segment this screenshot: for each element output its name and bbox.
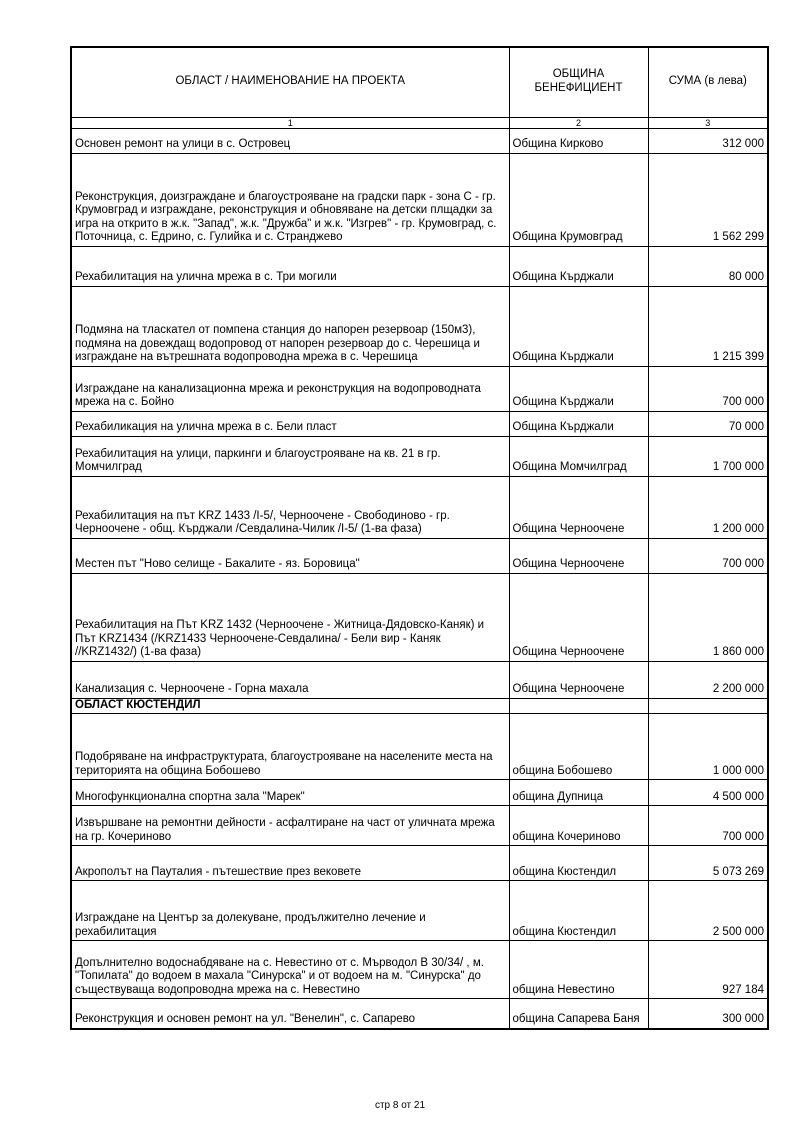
table-row (71, 846, 768, 881)
project-cell: Рехабиликация на улична мрежа в с. Бели пласт (71, 411, 509, 436)
project-cell: Реконструкция и основен ремонт на ул. "Венелин", с. Сапарево (71, 999, 509, 1029)
project-cell: Акрополът на Пауталия - пътешествие през вековете (71, 846, 509, 881)
page-footer: стр 8 от 21 (374, 1100, 426, 1111)
column-number-row (71, 117, 768, 128)
amount-cell: 312 000 (648, 128, 768, 153)
municipality-cell: Община Кърджали (509, 246, 648, 286)
project-cell: Допълнително водоснабдяване на с. Невестино от с. Мърводол В 30/34/ , м. "Топилата" до водоем в махала "Синурска" и от водоем на м. "Синурска" до съществуваща водопроводна мрежа на с. Невестино (71, 941, 509, 999)
municipality-cell: община Бобошево (509, 714, 648, 780)
municipality-cell: Община Кърджали (509, 366, 648, 411)
amount-cell: 700 000 (648, 366, 768, 411)
project-cell: Извършване на ремонтни дейности - асфалтиране на част от уличната мрежа на гр. Кочериново (71, 806, 509, 846)
table-row (71, 806, 768, 846)
column-number: 2 (509, 117, 648, 128)
projects-table (70, 46, 769, 1030)
project-cell: Подмяна на тласкател от помпена станция до напорен резервоар (150м3), подмяна на довеждащ водопровод от напорен резервоар до с. Черешица и изграждане на вътрешната водопроводна мрежа в с. Черешица (71, 286, 509, 366)
project-cell: Рехабилитация на улици, паркинги и благоустрояване на кв. 21 в гр. Момчилград (71, 436, 509, 476)
municipality-cell: Община Кърджали (509, 411, 648, 436)
table-row (71, 780, 768, 806)
municipality-cell: Община Черноочене (509, 476, 648, 538)
header-amount: СУМА (в лева) (648, 47, 768, 117)
project-cell: Рехабилитация на път KRZ 1433 /I-5/, Черноочене - Свободиново - гр. Черноочене - общ. Кърджали /Севдалина-Чилик /I-5/ (1-ва фаза) (71, 476, 509, 538)
amount-cell: 300 000 (648, 999, 768, 1029)
project-cell: Подобряване на инфраструктурата, благоустрояване на населените места на територията на община Бобошево (71, 714, 509, 780)
amount-cell: 2 200 000 (648, 661, 768, 698)
amount-cell: 1 860 000 (648, 573, 768, 661)
section-row (71, 698, 768, 714)
project-cell: Изграждане на канализационна мрежа и реконструкция на водопроводната мрежа на с. Бойно (71, 366, 509, 411)
amount-cell: 80 000 (648, 246, 768, 286)
amount-cell: 1 000 000 (648, 714, 768, 780)
municipality-cell: Община Кирково (509, 128, 648, 153)
project-cell: Основен ремонт на улици в с. Островец (71, 128, 509, 153)
amount-cell: 1 215 399 (648, 286, 768, 366)
table-row (71, 573, 768, 661)
project-cell: Многофункционална спортна зала "Марек" (71, 780, 509, 806)
project-cell: ОБЛАСТ КЮСТЕНДИЛ (71, 698, 509, 714)
table-row (71, 661, 768, 698)
municipality-cell: община Кюстендил (509, 846, 648, 881)
table-row (71, 881, 768, 941)
header-project: ОБЛАСТ / НАИМЕНОВАНИЕ НА ПРОЕКТА (71, 47, 509, 117)
municipality-cell: Община Крумовград (509, 153, 648, 246)
municipality-cell: община Кочериново (509, 806, 648, 846)
table-row (71, 941, 768, 999)
municipality-cell: община Невестино (509, 941, 648, 999)
project-cell: Рехабилитация на Път KRZ 1432 (Черноочене - Житница-Дядовско-Каняк) и Път KRZ1434 (/KRZ1433 Черноочене-Севдалина/ - Бели вир - Каняк //KRZ1432/) (1-ва фаза) (71, 573, 509, 661)
table-row (71, 246, 768, 286)
column-number: 1 (71, 117, 509, 128)
municipality-cell: Община Кърджали (509, 286, 648, 366)
column-number: 3 (648, 117, 768, 128)
municipality-cell: Община Черноочене (509, 538, 648, 573)
amount-cell: 700 000 (648, 806, 768, 846)
table-row (71, 538, 768, 573)
amount-cell: 1 562 299 (648, 153, 768, 246)
amount-cell: 70 000 (648, 411, 768, 436)
municipality-cell: Община Черноочене (509, 573, 648, 661)
table-header-row (71, 47, 768, 117)
municipality-cell: община Сапарева Баня (509, 999, 648, 1029)
amount-cell: 1 700 000 (648, 436, 768, 476)
project-cell: Изграждане на Център за долекуване, продължително лечение и рехабилитация (71, 881, 509, 941)
table-row (71, 714, 768, 780)
municipality-cell: Община Момчилград (509, 436, 648, 476)
amount-cell: 700 000 (648, 538, 768, 573)
table-row (71, 128, 768, 153)
amount-cell: 4 500 000 (648, 780, 768, 806)
municipality-cell: община Кюстендил (509, 881, 648, 941)
project-cell: Реконструкция, доизграждане и благоустрояване на градски парк - зона С - гр. Крумовград и изграждане, реконструкция и обновяване на детски плщадки за игра на открито в ж.к. "Запад", ж.к. "Дружба" и ж.к. "Изгрев" - гр. Крумовград, с. Поточница, с. Едрино, с. Гулийка и с. Странджево (71, 153, 509, 246)
amount-cell: 927 184 (648, 941, 768, 999)
municipality-cell (509, 698, 648, 714)
table-row (71, 999, 768, 1029)
municipality-cell: Община Черноочене (509, 661, 648, 698)
municipality-cell: община Дупница (509, 780, 648, 806)
table-row (71, 436, 768, 476)
table-row (71, 476, 768, 538)
table-row (71, 411, 768, 436)
project-cell: Канализация с. Черноочене - Горна махала (71, 661, 509, 698)
table-row (71, 366, 768, 411)
table-row (71, 286, 768, 366)
amount-cell: 5 073 269 (648, 846, 768, 881)
amount-cell: 1 200 000 (648, 476, 768, 538)
amount-cell: 2 500 000 (648, 881, 768, 941)
project-cell: Местен път "Ново селище - Бакалите - яз. Боровица" (71, 538, 509, 573)
project-cell: Рехабилитация на улична мрежа в с. Три могили (71, 246, 509, 286)
header-municipality: ОБЩИНА БЕНЕФИЦИЕНТ (509, 47, 648, 117)
table-row (71, 153, 768, 246)
amount-cell (648, 698, 768, 714)
